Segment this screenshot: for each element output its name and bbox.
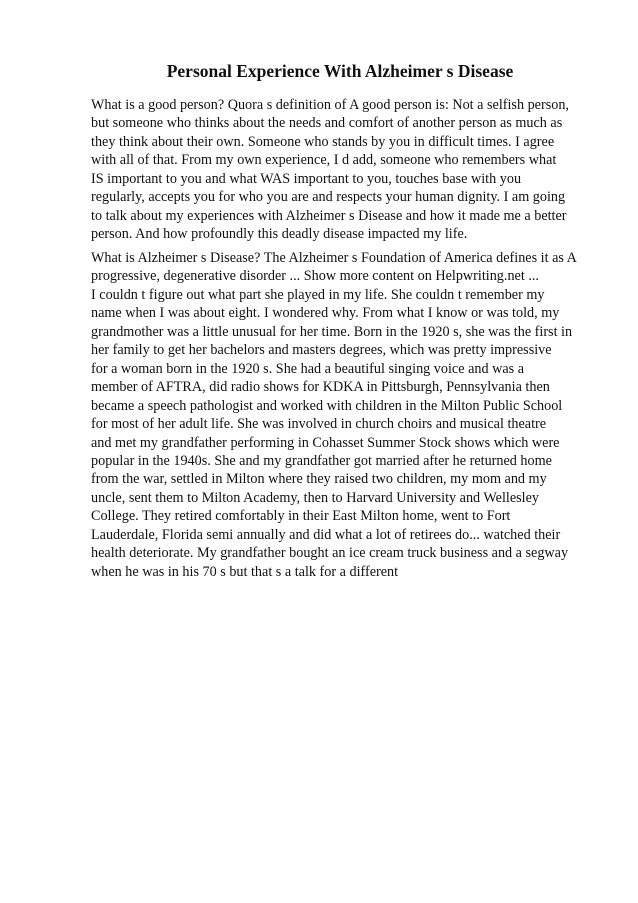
- text-line: when he was in his 70 s but that s a talk for a different: [91, 563, 399, 580]
- paragraph-1: [91, 96, 601, 244]
- text-line: health deteriorate. My grandfather bought an ice cream truck business and a segway: [91, 545, 569, 562]
- text-line: What is a good person? Quora s definition of A good person is: Not a selfish person,: [91, 97, 569, 113]
- text-line: name when I was about eight. I wondered why. From what I know or was told, my: [91, 305, 560, 322]
- text-line: for most of her adult life. She was involved in church choirs and musical theatre: [91, 416, 547, 433]
- document-title: Personal Experience With Alzheimer s Disease: [166, 61, 514, 81]
- text-line: IS important to you and what WAS important to you, touches base with you: [91, 170, 522, 187]
- text-line: became a speech pathologist and worked with children in the Milton Public School: [91, 397, 563, 414]
- text-line: they think about their own. Someone who stands by you in difficult times. I agree: [91, 133, 555, 150]
- text-line: Lauderdale, Florida semi annually and did what a lot of retirees do... watched their: [91, 526, 561, 543]
- text-line: member of AFTRA, did radio shows for KDKA in Pittsburgh, Pennsylvania then: [91, 379, 550, 396]
- text-line: popular in the 1940s. She and my grandfather got married after he returned home: [91, 452, 552, 469]
- text-line: I couldn t figure out what part she played in my life. She couldn t remember my: [91, 286, 545, 303]
- text-line: progressive, degenerative disorder ... Show more content on Helpwriting.net ...: [91, 268, 539, 285]
- text-line: What is Alzheimer s Disease? The Alzheimer s Foundation of America defines it as A: [91, 250, 577, 266]
- text-line: her family to get her bachelors and masters degrees, which was pretty impressive: [91, 342, 552, 359]
- text-line: grandmother was a little unusual for her time. Born in the 1920 s, she was the first in: [91, 323, 573, 340]
- text-line: for a woman born in the 1920 s. She had a beautiful singing voice and was a: [91, 360, 525, 377]
- text-line: regularly, accepts you for who you are and respects your human dignity. I am going: [91, 189, 566, 206]
- text-line: with all of that. From my own experience, I d add, someone who remembers what: [91, 152, 557, 169]
- text-line: person. And how profoundly this deadly disease impacted my life.: [91, 226, 468, 243]
- text-line: but someone who thinks about the needs and comfort of another person as much as: [91, 115, 563, 132]
- text-line: uncle, sent them to Milton Academy, then to Harvard University and Wellesley: [91, 489, 540, 506]
- text-line: to talk about my experiences with Alzheimer s Disease and how it made me a better: [91, 207, 567, 224]
- text-line: College. They retired comfortably in their East Milton home, went to Fort: [91, 508, 511, 525]
- paragraph-2: [91, 249, 601, 581]
- text-line: from the war, settled in Milton where they raised two children, my mom and my: [91, 471, 547, 488]
- text-line: and met my grandfather performing in Cohasset Summer Stock shows which were: [91, 434, 560, 451]
